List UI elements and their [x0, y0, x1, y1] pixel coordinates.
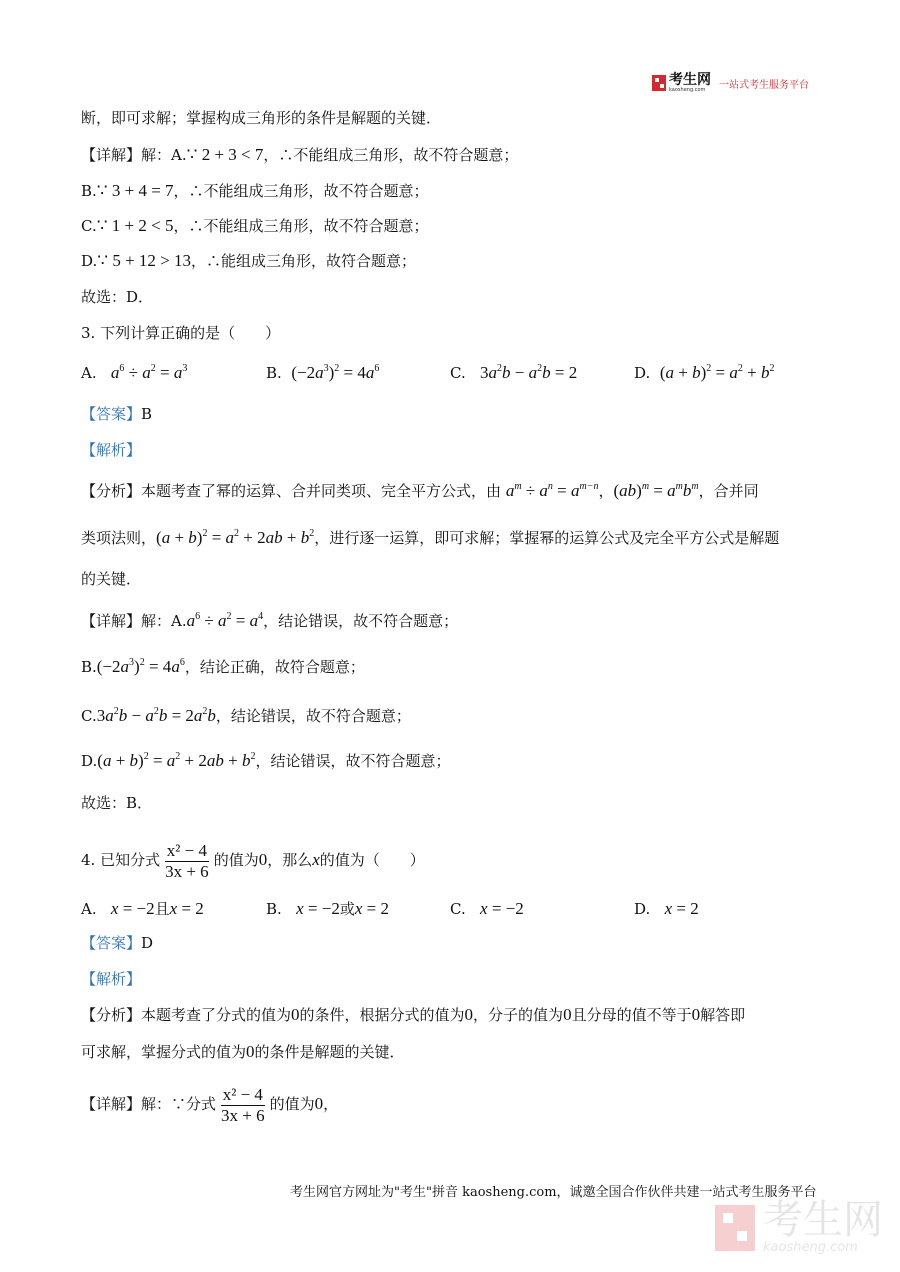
q3-option-c: C. $3a^2b - a^2b = 2$	[450, 363, 578, 382]
text-line: C.∵ 1 + 2 < 5，∴不能组成三角形，故不符合题意；	[81, 216, 429, 235]
text-line: 断，即可求解；掌握构成三角形的条件是解题的关键．	[81, 109, 442, 127]
detail-label: 【详解】	[81, 146, 142, 164]
q3-detail-2: $B.(-2a^3)^2 = 4a^6$，结论正确，故符合题意；	[81, 657, 365, 676]
question-4-stem: 4. 已知分式 $\frac{\text{x² − 4}}{3x + 6}$ 的值为0，那么x的值为（ ）	[81, 840, 425, 881]
q4-option-c: C. x = −2	[450, 899, 524, 918]
watermark-text: 考生网	[763, 1197, 883, 1243]
q4-answer: 【答案】D	[81, 934, 154, 952]
q3-option-d: D. $(a + b)^2 = a^2 + b^2$	[634, 363, 775, 382]
q3-fenxi-line-1: 【分析】本题考查了幂的运算、合并同类项、完全平方公式，由 $a^m \div a^n = a^{m-n}$，$(ab)^m = a^mb^m$，合并同	[81, 481, 759, 500]
watermark	[715, 1197, 883, 1255]
answer-label: 【答案】	[81, 934, 142, 952]
text-line: 【详解】解：A.∵ 2 + 3 < 7，∴不能组成三角形，故不符合题意；	[81, 145, 519, 164]
text-line: 故选：D．	[81, 288, 154, 306]
logo-text: 考生网	[669, 71, 711, 88]
q3-detail-3: $C.3a^2b - a^2b = 2a^2b$，结论错误，故不符合题意；	[81, 706, 411, 725]
q4-option-a: A. x = −2且x = 2	[81, 899, 204, 918]
q4-option-d: D. x = 2	[634, 899, 699, 918]
q3-option-b: B. $(-2a^3)^2 = 4a^6$	[266, 363, 380, 382]
q4-fenxi-line-2: 可求解，掌握分式的值为0的条件是解题的关键．	[81, 1042, 405, 1061]
q4-fenxi-line-1: 【分析】本题考查了分式的值为0的条件，根据分式的值为0，分子的值为0且分母的值不等于0解答即	[81, 1005, 746, 1024]
watermark-domain: kaosheng.com	[763, 1240, 858, 1255]
q4-detail: 【详解】解：∵分式 $\frac{\text{x² − 4}}{3x + 6}$ 的值为0，	[81, 1084, 339, 1125]
q3-detail-1: 【详解】解：$A.a^6 \div a^2 = a^4$，结论错误，故不符合题意；	[81, 611, 459, 630]
text-line: B.∵ 3 + 4 = 7，∴不能组成三角形，故不符合题意；	[81, 181, 429, 200]
q3-fenxi-line-3: 的关键．	[81, 570, 142, 588]
q4-fraction: $\frac{\text{x² − 4}}{3x + 6}$	[165, 840, 209, 881]
q4-detail-fraction: $\frac{\text{x² − 4}}{3x + 6}$	[221, 1084, 265, 1125]
logo-icon	[652, 75, 666, 91]
text-line: D.∵ 5 + 12 > 13，∴能组成三角形，故符合题意；	[81, 251, 417, 270]
q3-choose: 故选：B．	[81, 794, 153, 812]
q4-analysis-label: 【解析】	[81, 970, 142, 988]
footer-text: 考生网官方网址为"考生"拼音 kaosheng.com，诚邀全国合作伙伴共建一站式考生服务平台	[290, 1185, 817, 1200]
logo-tagline: 一站式考生服务平台	[719, 79, 809, 91]
header-logo	[652, 72, 809, 94]
question-3-stem: 3. 下列计算正确的是（ ）	[81, 324, 281, 342]
q4-option-b: B. x = −2或x = 2	[266, 899, 389, 918]
answer-label: 【答案】	[81, 405, 142, 423]
watermark-logo-icon	[715, 1205, 755, 1251]
q3-answer: 【答案】B	[81, 405, 153, 423]
logo-domain: kaosheng.com	[669, 86, 706, 93]
q3-detail-4: $D.(a + b)^2 = a^2 + 2ab + b^2$，结论错误，故不符合题意；	[81, 751, 451, 770]
q3-analysis-label: 【解析】	[81, 441, 142, 459]
q3-fenxi-line-2: 类项法则，$(a + b)^2 = a^2 + 2ab + b^2$，进行逐一运算，即可求解；掌握幂的运算公式及完全平方公式是解题	[81, 528, 780, 547]
q3-option-a: A. $a^6 \div a^2 = a^3$	[81, 363, 188, 382]
